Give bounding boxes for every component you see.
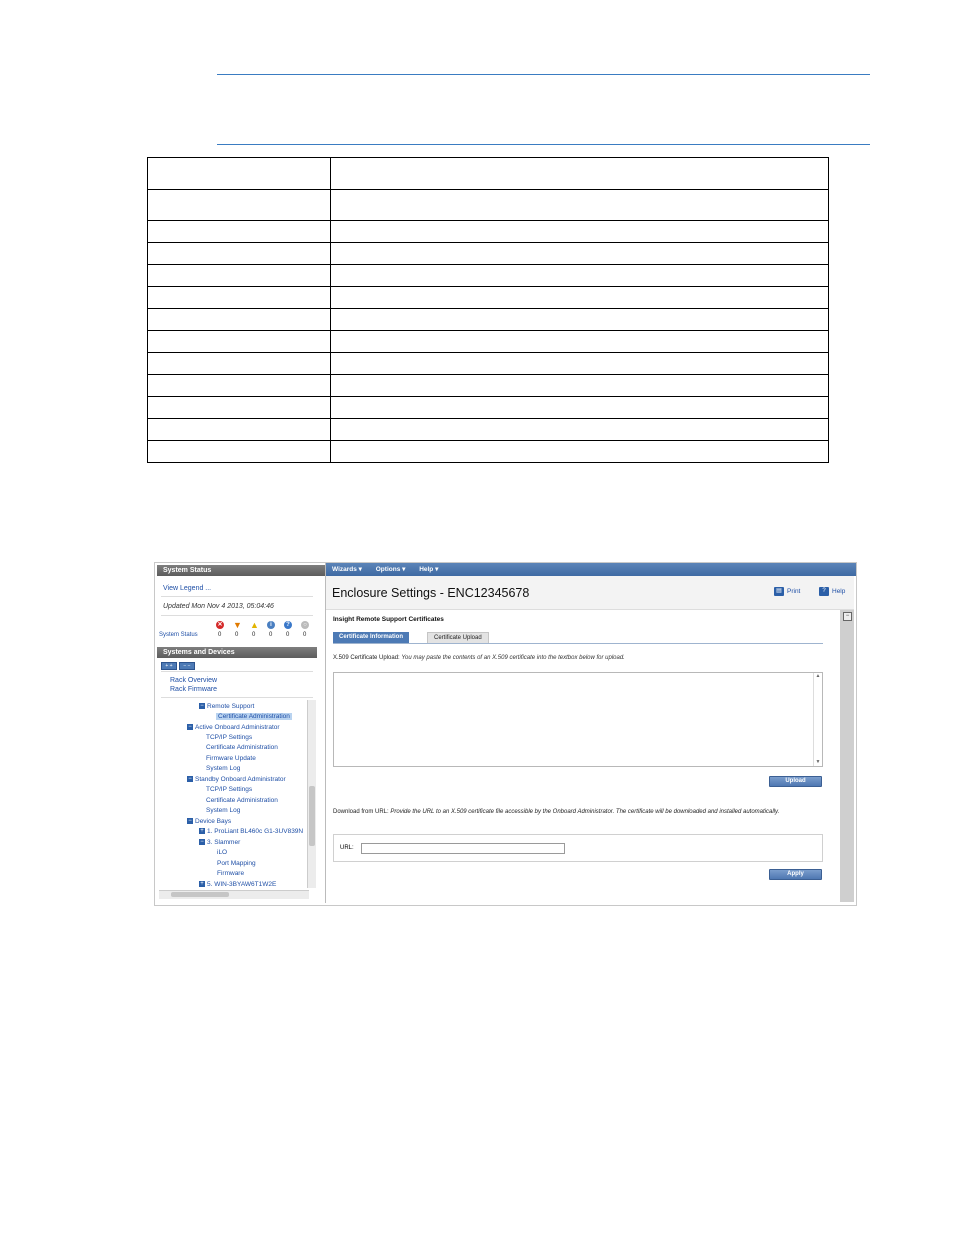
major-icon: ▼ [233, 620, 242, 630]
menu-help[interactable]: Help ▾ [419, 566, 439, 573]
tree-bay-5[interactable]: + 5. WIN-3BYAW6T1W2E [200, 881, 277, 888]
scrollbar-thumb[interactable] [309, 786, 315, 846]
print-button[interactable]: ▤ Print [774, 587, 800, 596]
tab-underline [333, 643, 823, 644]
divider [161, 697, 313, 698]
tree-remote-support[interactable]: − Remote Support [200, 703, 255, 710]
warning-icon: ▲ [250, 620, 259, 630]
collapse-node-icon[interactable]: − [188, 776, 192, 783]
main-panel [325, 563, 856, 903]
tree-firmware[interactable]: Firmware [217, 870, 245, 877]
tree-system-log[interactable]: System Log [206, 765, 241, 772]
table-cell [148, 441, 331, 463]
table-cell [331, 221, 829, 243]
tree-ilo[interactable]: iLO [217, 849, 228, 856]
table-cell [331, 287, 829, 309]
tab-certificate-information[interactable]: Certificate Information [333, 632, 409, 643]
table-cell [331, 397, 829, 419]
content-area [329, 610, 840, 902]
updated-timestamp: Updated Mon Nov 4 2013, 05:04:46 [163, 603, 274, 610]
table-cell [148, 309, 331, 331]
divider [161, 615, 313, 616]
system-status-title: System Status [163, 567, 212, 574]
device-tree [159, 700, 309, 896]
table-cell [331, 441, 829, 463]
expand-node-icon[interactable]: + [200, 828, 204, 835]
url-section [333, 834, 823, 862]
tree-standby-oa[interactable]: − Standby Onboard Administrator [188, 776, 286, 783]
download-description [333, 808, 813, 817]
table-row [148, 309, 829, 331]
table-cell [148, 243, 331, 265]
download-hint: Provide the URL to an X.509 certificate file accessible by the Onboard Administrator. The certificate will be downloaded and installed automatically. [390, 809, 780, 815]
tree-certificate-administration-selected[interactable]: Certificate Administration [218, 713, 290, 720]
view-legend-link[interactable]: View Legend ... [163, 585, 212, 592]
table-cell [331, 353, 829, 375]
table-cell [148, 375, 331, 397]
table-cell [148, 331, 331, 353]
tree-standby-system-log[interactable]: System Log [206, 807, 241, 814]
table-row [148, 265, 829, 287]
table-cell [331, 309, 829, 331]
table-cell [331, 375, 829, 397]
document-table [147, 157, 829, 463]
printer-icon: ▤ [774, 587, 784, 596]
count-disabled: 0 [303, 632, 307, 638]
info-icon: i [267, 621, 275, 629]
top-divider [217, 74, 870, 75]
count-info: 0 [269, 632, 273, 638]
table-cell [148, 190, 331, 221]
tree-active-oa[interactable]: − Active Onboard Administrator [188, 724, 280, 731]
disabled-icon: ○ [301, 621, 309, 629]
rack-overview-link[interactable]: Rack Overview [170, 677, 218, 684]
tree-horizontal-scrollbar[interactable] [159, 890, 309, 899]
systems-devices-header [157, 647, 317, 658]
table-cell [331, 331, 829, 353]
tree-vertical-scrollbar[interactable] [307, 700, 316, 888]
table-row [148, 221, 829, 243]
table-cell [148, 287, 331, 309]
table-row [148, 397, 829, 419]
system-status-link[interactable]: System Status [159, 632, 198, 638]
tree-device-bays[interactable]: − Device Bays [188, 818, 232, 825]
download-label: Download from URL: [333, 809, 389, 815]
table-cell [148, 397, 331, 419]
unknown-icon: ? [284, 621, 292, 629]
help-button[interactable]: ? Help [819, 587, 845, 596]
help-icon: ? [819, 587, 829, 596]
expand-node-icon[interactable]: + [200, 881, 204, 888]
table-cell [148, 265, 331, 287]
collapse-node-icon[interactable]: − [200, 703, 204, 710]
table-row [148, 353, 829, 375]
tree-port-mapping[interactable]: Port Mapping [217, 860, 256, 867]
menu-bar [326, 563, 856, 576]
table-row [148, 243, 829, 265]
upload-description [333, 655, 625, 661]
table-row [148, 158, 829, 190]
expand-all-button[interactable]: + + [161, 662, 177, 670]
certificate-textarea[interactable] [333, 672, 823, 767]
bottom-divider [217, 144, 870, 145]
table-cell [148, 353, 331, 375]
table-cell [148, 221, 331, 243]
table-row [148, 441, 829, 463]
upload-label: X.509 Certificate Upload: [333, 655, 400, 661]
table-row [148, 375, 829, 397]
collapse-node-icon[interactable]: − [188, 724, 192, 731]
count-unknown: 0 [286, 632, 290, 638]
scrollbar-thumb[interactable] [171, 892, 229, 897]
tree-firmware-update[interactable]: Firmware Update [206, 755, 256, 762]
table-cell [331, 243, 829, 265]
collapse-icon[interactable]: − [843, 612, 852, 621]
table-cell [331, 419, 829, 441]
upload-button[interactable]: Upload [769, 776, 822, 787]
rack-firmware-link[interactable]: Rack Firmware [170, 686, 218, 693]
table-cell [331, 265, 829, 287]
count-warning: 0 [252, 632, 256, 638]
collapse-all-button[interactable]: − − [179, 662, 195, 670]
apply-button[interactable]: Apply [769, 869, 822, 880]
upload-hint: You may paste the contents of an X.509 certificate into the textbox below for upload. [401, 655, 625, 661]
content-scrollbar[interactable] [840, 610, 854, 902]
tree-certificate-administration[interactable]: Certificate Administration [206, 744, 278, 751]
table-row [148, 287, 829, 309]
systems-devices-title: Systems and Devices [163, 649, 235, 656]
tree-tcpip-settings[interactable]: TCP/IP Settings [206, 734, 253, 741]
table-row [148, 419, 829, 441]
url-input[interactable] [361, 843, 565, 854]
count-major: 0 [235, 632, 239, 638]
count-critical: 0 [218, 632, 222, 638]
page-header [326, 576, 854, 610]
menu-wizards[interactable]: Wizards ▾ [332, 566, 362, 573]
section-title: Insight Remote Support Certificates [333, 616, 444, 623]
tree-bay-3[interactable]: − 3. Slammer [200, 839, 241, 846]
divider [161, 596, 313, 597]
tab-certificate-upload[interactable]: Certificate Upload [427, 632, 489, 644]
textarea-scrollbar[interactable]: ▲ ▼ [813, 673, 822, 766]
oa-screenshot [154, 562, 857, 906]
table-cell [148, 158, 331, 190]
divider [161, 671, 313, 672]
tree-standby-tcpip[interactable]: TCP/IP Settings [206, 786, 253, 793]
collapse-node-icon[interactable]: − [200, 839, 204, 846]
table-row [148, 331, 829, 353]
table-cell [148, 419, 331, 441]
critical-icon: ✕ [217, 622, 223, 628]
menu-options[interactable]: Options ▾ [375, 566, 406, 573]
table-row [148, 190, 829, 221]
page-title: Enclosure Settings - ENC12345678 [332, 586, 530, 600]
tree-bay-1[interactable]: + 1. ProLiant BL460c G1-3UV839N [200, 828, 304, 835]
tree-standby-certificate[interactable]: Certificate Administration [206, 797, 278, 804]
collapse-node-icon[interactable]: − [188, 818, 192, 825]
table-cell [331, 158, 829, 190]
table-cell [331, 190, 829, 221]
url-label: URL: [340, 845, 354, 851]
